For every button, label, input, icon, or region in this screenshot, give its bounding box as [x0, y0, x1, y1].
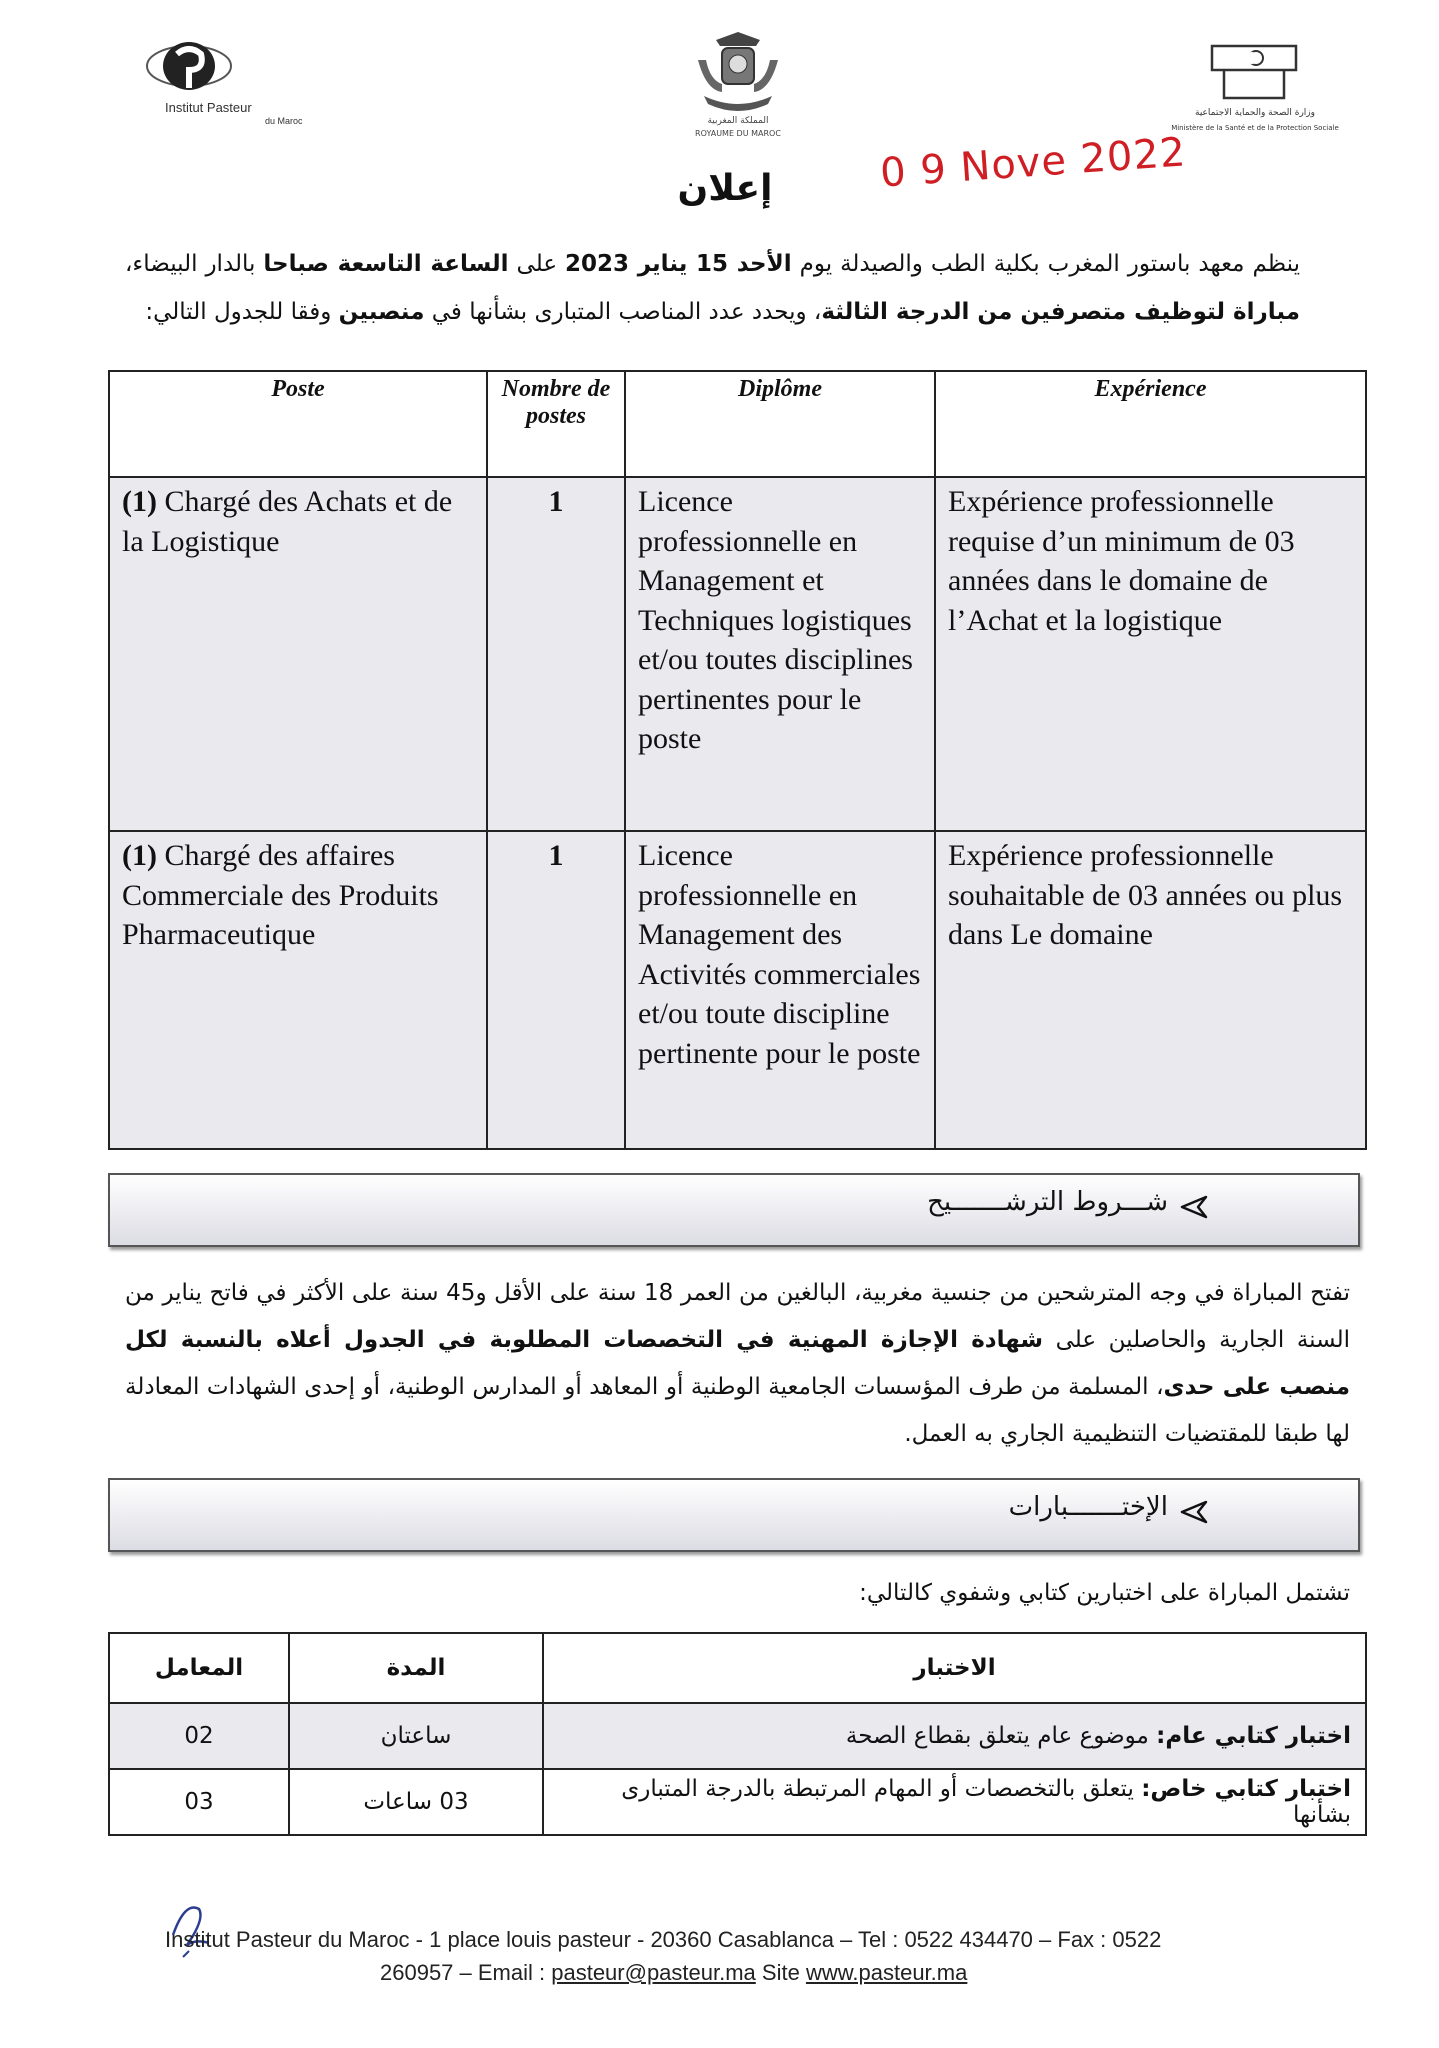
section-header-tests [108, 1478, 1360, 1552]
footer-contact: 260957 – Email : pasteur@pasteur.ma Site www.pasteur.ma [380, 1960, 968, 1985]
coat-of-arms-icon [676, 30, 800, 116]
header-experience: Expérience [935, 371, 1366, 477]
ministry-caption-ar: وزارة الصحة والحماية الاجتماعية [1195, 108, 1315, 118]
section-header-conditions [108, 1173, 1360, 1247]
conditions-paragraph: تفتح المباراة في وجه المترشحين من جنسية مغربية، البالغين من العمر 18 سنة على الأقل و45 سنة على الأكثر في فاتح يناير من السنة الجارية والحاصلين على شهادة الإجازة المهنية في التخصصات المطلوبة في الجدول أعلاه بالنسبة لكل منصب على حدى، المسلمة من طرف المؤسسات الجامعية الوطنية أو المعاهد أو المدارس الوطنية، أو إحدى الشهادات المعادلة لها طبقا للمقتضيات التنظيمية الجاري به العمل. [125, 1280, 1351, 1447]
ministry-logo [1170, 42, 1340, 142]
email-link[interactable]: pasteur@pasteur.ma [551, 1960, 756, 1985]
logo-name: Institut Pasteur [165, 100, 252, 115]
arrow-icon [1178, 1496, 1210, 1528]
header-test: الاختبار [543, 1633, 1366, 1703]
section-title-tests: الإختـــــــبارات [1008, 1492, 1168, 1522]
section-title-conditions: شـــروط الترشـــــــيح [927, 1187, 1168, 1217]
tests-intro: تشتمل المباراة على اختبارين كتابي وشفوي كالتالي: [859, 1580, 1350, 1606]
cell-nombre: 1 [487, 477, 625, 831]
date-stamp: 0 9 Nove 2022 [878, 129, 1188, 197]
cell-diplome: Licence professionnelle en Management des Activités commerciales et/ou toute discipline pertinente pour le poste [625, 831, 935, 1149]
table-header-row [109, 371, 1366, 477]
ministry-logo-icon [1170, 42, 1340, 104]
page-title: إعلان [677, 168, 773, 209]
coat-of-arms [676, 30, 800, 140]
table-row [109, 1769, 1366, 1835]
emblem-caption-ar: المملكة المغربية [707, 116, 769, 126]
cell-nombre: 1 [487, 831, 625, 1149]
logo-sub: du Maroc [265, 116, 303, 126]
cell-diplome: Licence professionnelle en Management et Techniques logistiques et/ou toutes disciplines pertinentes pour le poste [625, 477, 935, 831]
cell-experience: Expérience professionnelle requise d’un minimum de 03 années dans le domaine de l’Achat et la logistique [935, 477, 1366, 831]
table-row [109, 477, 1366, 831]
header-nombre: Nombre de postes [487, 371, 625, 477]
header-poste: Poste [109, 371, 487, 477]
intro-paragraph: ينظم معهد باستور المغرب بكلية الطب والصيدلة يوم الأحد 15 يناير 2023 على الساعة التاسعة صباحا بالدار البيضاء، مباراة لتوظيف متصرفين من الدرجة الثالثة، ويحدد عدد المناصب المتبارى بشأنها في منصبين وفقا للجدول التالي: [125, 251, 1300, 325]
site-link[interactable]: www.pasteur.ma [805, 1960, 968, 1985]
table-row [109, 831, 1366, 1149]
cell-test: اختبار كتابي عام: موضوع عام يتعلق بقطاع الصحة [543, 1703, 1366, 1769]
cell-experience: Expérience professionnelle souhaitable de 03 années ou plus dans Le domaine [935, 831, 1366, 1149]
cell-poste: (1) Chargé des Achats et de la Logistique [109, 477, 487, 831]
institut-pasteur-logo [125, 40, 315, 130]
cell-test: اختبار كتابي خاص: يتعلق بالتخصصات أو المهام المرتبطة بالدرجة المتبارى بشأنها [543, 1769, 1366, 1835]
header-coef: المعامل [109, 1633, 289, 1703]
cell-poste: (1) Chargé des affaires Commerciale des Produits Pharmaceutique [109, 831, 487, 1149]
cell-coef: 02 [109, 1703, 289, 1769]
cell-duration: 03 ساعات [289, 1769, 543, 1835]
ministry-caption-fr: Ministère de la Santé et de la Protection Sociale [1171, 124, 1339, 132]
institut-pasteur-logo-icon [143, 40, 235, 100]
posts-table [108, 370, 1367, 1150]
table-row [109, 1703, 1366, 1769]
emblem-caption-fr: ROYAUME DU MAROC [695, 129, 781, 138]
cell-coef: 03 [109, 1769, 289, 1835]
header-diplome: Diplôme [625, 371, 935, 477]
arrow-icon [1178, 1191, 1210, 1223]
cell-duration: ساعتان [289, 1703, 543, 1769]
table-header-row [109, 1633, 1366, 1703]
header-duration: المدة [289, 1633, 543, 1703]
footer-address: Institut Pasteur du Maroc - 1 place louis pasteur - 20360 Casablanca – Tel : 0522 434470 – Fax : 0522 [165, 1927, 1162, 1952]
tests-table [108, 1632, 1367, 1836]
